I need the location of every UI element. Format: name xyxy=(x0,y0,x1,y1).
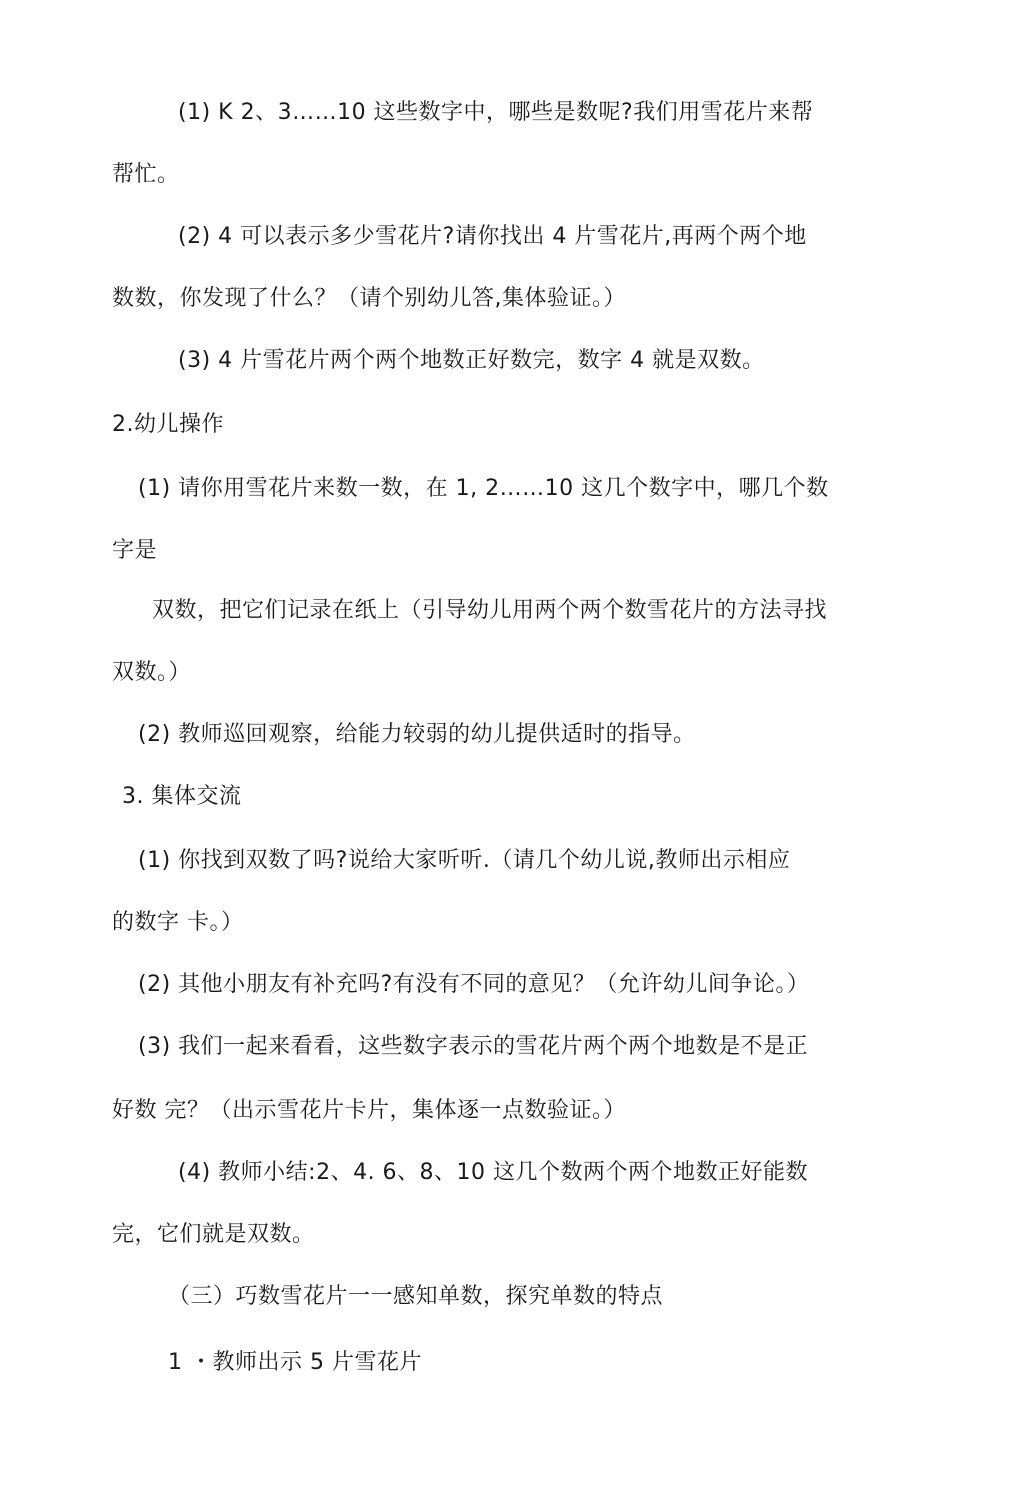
text-line: (3) 4 片雪花片两个两个地数正好数完，数字 4 就是双数。 xyxy=(178,348,765,373)
text-line: (1) 请你用雪花片来数一数，在 1, 2……10 这几个数字中，哪几个数 xyxy=(138,476,829,501)
text-line: (2) 4 可以表示多少雪花片?请你找出 4 片雪花片,再两个两个地 xyxy=(178,224,807,249)
section-heading: 3. 集体交流 xyxy=(122,784,242,809)
text-line: (3) 我们一起来看看，这些数字表示的雪花片两个两个地数是不是正 xyxy=(138,1034,809,1059)
text-line: 完，它们就是双数。 xyxy=(112,1222,315,1247)
text-line: (2) 其他小朋友有补充吗?有没有不同的意见？（允许幼儿间争论。） xyxy=(138,972,810,997)
section-heading: （三）巧数雪花片一一感知单数，探究单数的特点 xyxy=(168,1284,664,1309)
text-line: (2) 教师巡回观察，给能力较弱的幼儿提供适时的指导。 xyxy=(138,722,696,747)
text-line: 1 ・教师出示 5 片雪花片 xyxy=(168,1350,422,1375)
text-line: 帮忙。 xyxy=(112,162,180,187)
text-line: 好数 完？（出示雪花片卡片，集体逐一点数验证。） xyxy=(112,1098,626,1123)
text-line: (4) 教师小结:2、4. 6、8、10 这几个数两个两个地数正好能数 xyxy=(178,1160,809,1185)
text-line: 数数，你发现了什么？（请个别幼儿答,集体验证。） xyxy=(112,286,626,311)
text-line: (1) K 2、3……10 这些数字中，哪些是数呢?我们用雪花片来帮 xyxy=(178,100,814,125)
text-line: 双数，把它们记录在纸上（引导幼儿用两个两个数雪花片的方法寻找 xyxy=(152,598,828,623)
text-line: 字是 xyxy=(112,538,158,563)
text-line: (1) 你找到双数了吗?说给大家听听.（请几个幼儿说,教师出示相应 xyxy=(138,848,791,873)
text-line: 的数字 卡。） xyxy=(112,910,244,935)
section-heading: 2.幼儿操作 xyxy=(112,412,224,437)
text-line: 双数。） xyxy=(112,660,192,685)
